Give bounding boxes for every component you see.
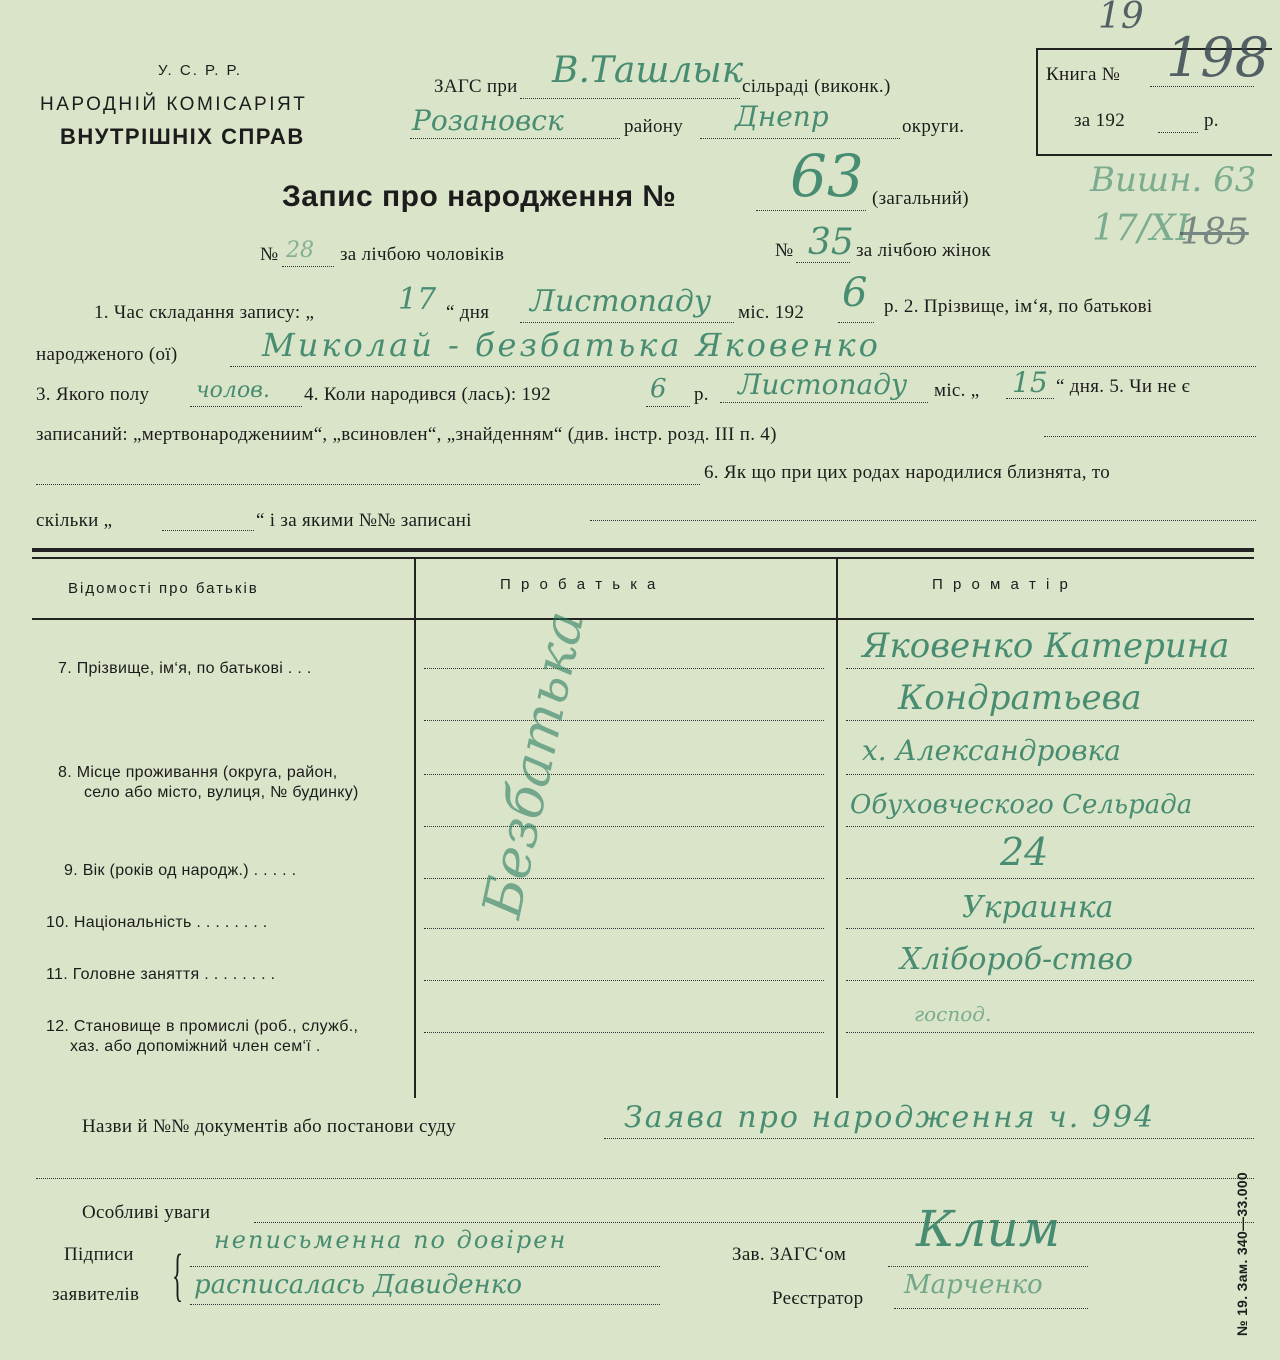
book-number-handwritten: 198 [1166,26,1270,89]
row-label-8a: 8. Місце проживання (округа, район, [58,764,338,781]
book-year-line [1158,132,1198,133]
item5-text-a: 6. Як що при цих родах народилися близнята, то [704,462,1111,483]
item2-text-a: народженого (ої) [36,344,178,365]
item3-month-line [720,402,928,403]
record-number-line [756,210,866,211]
women-count-prefix: № [775,240,794,261]
father-line-3 [424,774,824,775]
mother-line-7 [846,980,1254,981]
registrar-line [894,1308,1088,1309]
item6-numbers-line [590,520,1256,521]
item1-year-line [838,322,874,323]
item1-month-line [520,322,734,323]
item3-text-c: р. [694,384,709,405]
okruha-label: округи. [902,116,965,137]
item3-sex-line [190,406,302,407]
item3-day-handwritten: 15 [1012,366,1048,399]
okruha-handwritten: Днепр [735,100,829,133]
registrar-label: Реєстратор [772,1288,864,1309]
item3-day-line [1006,398,1054,399]
zags-place-handwritten: В.Ташлык [552,50,744,91]
row-label-12a: 12. Становище в промислі (роб., служб., [46,1018,359,1035]
father-line-4 [424,826,824,827]
mother-name-2: Кондратьева [898,678,1142,718]
commissariat-line-2: ВНУТРІШНІХ СПРАВ [60,124,305,149]
item3-text-a: 3. Якого полу [36,384,150,405]
row-label-12b: хаз. або допоміжний член сем‘ї . [70,1038,321,1055]
corner-note-2: 17/XI [1092,208,1190,249]
signatures-label-1: Підписи [64,1244,134,1265]
table-header-father: П р о б а т ь к а [500,576,659,593]
father-line-8 [424,1032,824,1033]
mother-line-2 [846,720,1254,721]
father-line-2 [424,720,824,721]
item3-text-b: 4. Коли народився (лась): 192 [304,384,551,405]
mother-age: 24 [1000,830,1049,874]
item3-sex-handwritten: чолов. [196,378,270,403]
father-handwritten: Безбатька [470,605,597,924]
table-header-rule [32,618,1254,620]
row-label-8b: село або місто, вулиця, № будинку) [84,784,359,801]
table-top-rule [32,548,1254,552]
head-signature: Клим [916,1200,1061,1258]
item1-year-handwritten: 6 [842,270,868,316]
mother-position: господ. [914,1002,992,1026]
men-count-prefix: № [260,244,279,265]
signatures-line-2 [190,1304,660,1305]
women-count-label: за лічбою жінок [856,240,991,261]
corner-note-3: 185 [1180,212,1249,253]
item1-day-handwritten: 17 [398,282,437,317]
table-header-mother: П р о м а т і р [932,576,1071,593]
item3-year-line [646,406,690,407]
item3-month-handwritten: Листопаду [738,368,908,401]
record-title: Запис про народження № [282,180,677,213]
mother-line-8 [846,1032,1254,1033]
row-label-7: 7. Прізвище, ім‘я, по батькові . . . [58,660,312,677]
signatures-handwritten-2: расписалась Давиденко [194,1270,522,1300]
item5-line [36,484,700,485]
item1-text-d: р. 2. Прізвище, ім‘я, по батькові [884,296,1153,317]
district-handwritten: Розановск [412,104,564,137]
mother-line-3 [846,774,1254,775]
mother-line-6 [846,928,1254,929]
item1-month-handwritten: Листопаду [530,284,712,319]
row-label-9: 9. Вік (років од народж.) . . . . . [64,862,297,879]
item6-count-line [162,530,254,531]
mother-line-4 [846,826,1254,827]
item4-text-a: записаний: „мертвонароджениим“, „всиновлен“, „знайденням“ (див. інстр. розд. III п. 4) [36,424,777,445]
men-count-handwritten: 28 [286,238,314,263]
item3-year-handwritten: 6 [650,374,667,404]
item2-name-line [230,366,1256,367]
zags-suffix: сільраді (виконк.) [742,76,891,97]
men-count-line [282,266,334,267]
item6-text-a: скільки „ [36,510,113,531]
father-line-1 [424,668,824,669]
item4-line [1044,436,1256,437]
table-col-divider-2 [836,558,838,1098]
table-header-info: Відомості про батьків [68,580,259,597]
mother-line-1 [846,668,1254,669]
head-label: Зав. ЗАГС‘ом [732,1244,847,1265]
mother-place-2: Обуховческого Сельрада [850,790,1193,820]
district-label: району [624,116,684,137]
item1-text-a: 1. Час складання запису: „ [94,302,315,323]
signatures-label-2: заявителів [52,1284,140,1305]
signatures-handwritten-1: неписьменна по довірен [214,1226,568,1254]
docs-label: Назви й №№ документів або постанови суду [82,1116,456,1137]
commissariat-line-1: НАРОДНІЙ КОМІСАРІЯТ [40,94,308,115]
head-line [888,1266,1088,1267]
docs-handwritten: Заява про народження ч. 994 [624,1100,1156,1135]
republic-label: У. С. Р. Р. [158,62,242,79]
book-year-suffix: р. [1204,110,1219,131]
zags-prefix: ЗАГС при [434,76,518,97]
row-label-11: 11. Головне заняття . . . . . . . . [46,966,276,983]
okruha-line [700,138,900,139]
item2-name-handwritten: Миколай - безбатька Яковенко [262,326,881,364]
zags-place-line [520,98,740,99]
mother-occupation: Хлібороб-ство [900,942,1133,977]
father-line-7 [424,980,824,981]
table-col-divider-1 [414,558,416,1098]
item3-text-e: “ дня. 5. Чи не є [1056,376,1191,397]
father-line-6 [424,928,824,929]
mother-place-1: х. Александровка [862,734,1121,767]
mother-line-5 [846,878,1254,879]
item1-text-b: “ дня [446,302,490,323]
row-label-10: 10. Національність . . . . . . . . [46,914,268,931]
men-count-label: за лічбою чоловіків [340,244,505,265]
district-line [410,138,620,139]
mother-nationality: Украинка [962,890,1114,925]
signatures-line-1 [190,1266,660,1267]
docs-line [604,1138,1254,1139]
mother-name-1: Яковенко Катерина [862,626,1230,666]
special-label: Особливі уваги [82,1202,211,1223]
signatures-brace: { [172,1242,184,1307]
special-line [254,1222,1254,1223]
print-code: № 19. Зам. 340—33.000 [1234,1171,1250,1336]
item3-text-d: міс. „ [934,380,980,401]
book-label: Книга № [1046,64,1121,85]
record-title-suffix: (загальний) [872,188,969,209]
table-top-rule-thin [32,557,1254,559]
docs-line-2 [36,1178,1254,1179]
item1-text-c: міс. 192 [738,302,805,323]
women-count-handwritten: 35 [808,222,854,263]
book-year-prefix: за 192 [1074,110,1125,131]
item6-text-b: “ і за якими №№ записані [256,510,472,531]
corner-note-1: Вишн. 63 [1090,160,1257,200]
book-top-handwritten: 19 [1098,0,1144,37]
record-number-handwritten: 63 [790,142,864,210]
registrar-signature: Марченко [904,1270,1043,1300]
